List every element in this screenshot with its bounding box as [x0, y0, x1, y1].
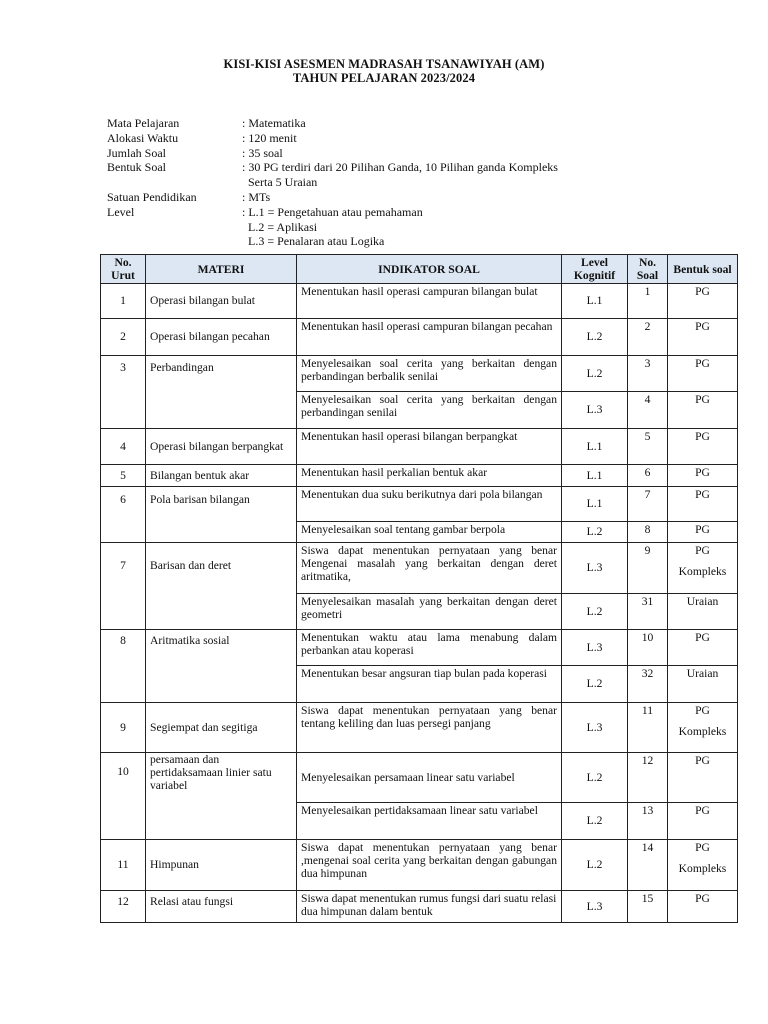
table-row	[101, 356, 738, 392]
indikator-cell: Menyelesaikan soal tentang gambar berpola	[297, 522, 562, 543]
level-cell: L.2	[562, 594, 628, 630]
bentuk-pg: PG	[695, 841, 710, 854]
level-cell: L.1	[562, 487, 628, 522]
metadata-block	[107, 116, 558, 249]
no-cell: 1	[101, 284, 146, 319]
bentuk-value-2: Serta 5 Uraian	[248, 175, 318, 190]
indikator-cell: Menentukan hasil operasi campuran bilangan bulat	[297, 284, 562, 319]
no-cell: 9	[101, 703, 146, 753]
no-cell: 8	[101, 630, 146, 703]
table-header-row	[101, 255, 738, 284]
materi-cell: persamaan dan pertidaksamaan linier satu variabel	[146, 753, 297, 840]
materi-cell: Bilangan bentuk akar	[146, 465, 297, 487]
indikator-cell: Menyelesaikan soal cerita yang berkaitan dengan perbandingan berbalik senilai	[297, 356, 562, 392]
no-soal-cell: 4	[628, 392, 668, 429]
materi-cell: Pola barisan bilangan	[146, 487, 297, 543]
table-row	[101, 543, 738, 594]
level-cell: L.2	[562, 319, 628, 356]
header-bentuk: Bentuk soal	[668, 255, 738, 284]
level-label: Level	[107, 204, 135, 219]
no-soal-cell: 15	[628, 891, 668, 923]
bentuk-kompleks: Kompleks	[678, 725, 727, 739]
bentuk-cell	[668, 840, 738, 891]
jumlah-value: : 35 soal	[242, 145, 283, 160]
bentuk-kompleks: Kompleks	[678, 862, 727, 876]
level-value-1: : L.1 = Pengetahuan atau pemahaman	[242, 204, 423, 219]
indikator-cell: Siswa dapat menentukan rumus fungsi dari suatu relasi dua himpunan dalam bentuk	[297, 891, 562, 923]
satuan-value: : MTs	[242, 189, 271, 204]
bentuk-cell	[668, 703, 738, 753]
no-soal-cell: 9	[628, 543, 668, 594]
materi-cell: Perbandingan	[146, 356, 297, 429]
table-row	[101, 630, 738, 666]
bentuk-cell: PG	[668, 487, 738, 522]
bentuk-cell: PG	[668, 429, 738, 465]
bentuk-cell: PG	[668, 284, 738, 319]
no-soal-cell: 14	[628, 840, 668, 891]
table-row	[101, 703, 738, 753]
bentuk-value: : 30 PG terdiri dari 20 Pilihan Ganda, 10 Pilihan ganda Kompleks	[242, 160, 558, 175]
no-soal-cell: 7	[628, 487, 668, 522]
no-soal-cell: 11	[628, 703, 668, 753]
level-cell: L.3	[562, 543, 628, 594]
no-cell: 4	[101, 429, 146, 465]
no-soal-cell: 5	[628, 429, 668, 465]
header-no-soal: No. Soal	[628, 255, 668, 284]
table-row	[101, 429, 738, 465]
level-cell: L.2	[562, 803, 628, 840]
materi-cell: Segiempat dan segitiga	[146, 703, 297, 753]
table-row	[101, 487, 738, 522]
document-title: KISI-KISI ASESMEN MADRASAH TSANAWIYAH (AM)	[223, 57, 545, 71]
no-cell: 3	[101, 356, 146, 429]
indikator-cell: Siswa dapat menentukan pernyataan yang benar ,mengenai soal cerita yang berkaitan dengan gabungan dua himpunan	[297, 840, 562, 891]
header-level: Level Kognitif	[562, 255, 628, 284]
header-indikator: INDIKATOR SOAL	[297, 255, 562, 284]
no-soal-cell: 2	[628, 319, 668, 356]
bentuk-cell: PG	[668, 803, 738, 840]
bentuk-pg: PG	[695, 544, 710, 557]
bentuk-cell: PG	[668, 319, 738, 356]
table-row	[101, 319, 738, 356]
level-cell: L.2	[562, 522, 628, 543]
mapel-value: : Matematika	[242, 116, 306, 130]
level-cell: L.3	[562, 392, 628, 429]
indikator-cell: Menyelesaikan masalah yang berkaitan dengan deret geometri	[297, 594, 562, 630]
no-soal-cell: 3	[628, 356, 668, 392]
level-cell: L.3	[562, 703, 628, 753]
kisi-kisi-table	[100, 254, 738, 923]
bentuk-label: Bentuk Soal	[107, 160, 166, 175]
no-soal-cell: 1	[628, 284, 668, 319]
no-soal-cell: 6	[628, 465, 668, 487]
table-row	[101, 840, 738, 891]
materi-cell: Aritmatika sosial	[146, 630, 297, 703]
no-cell: 6	[101, 487, 146, 543]
indikator-cell: Menentukan waktu atau lama menabung dalam perbankan atau koperasi	[297, 630, 562, 666]
level-cell: L.3	[562, 891, 628, 923]
indikator-cell: Menyelesaikan soal cerita yang berkaitan dengan perbandingan senilai	[297, 392, 562, 429]
indikator-cell: Menentukan besar angsuran tiap bulan pada koperasi	[297, 666, 562, 703]
level-cell: L.2	[562, 666, 628, 703]
materi-cell: Barisan dan deret	[146, 543, 297, 630]
level-cell: L.2	[562, 356, 628, 392]
bentuk-cell: PG	[668, 891, 738, 923]
header-materi: MATERI	[146, 255, 297, 284]
level-cell: L.1	[562, 465, 628, 487]
bentuk-cell: Uraian	[668, 594, 738, 630]
table-row	[101, 891, 738, 923]
no-cell: 11	[101, 840, 146, 891]
level-cell: L.3	[562, 630, 628, 666]
satuan-label: Satuan Pendidikan	[107, 189, 197, 204]
level-value-2: L.2 = Aplikasi	[248, 219, 318, 234]
indikator-cell: Menentukan hasil operasi campuran bilangan pecahan	[297, 319, 562, 356]
bentuk-kompleks: Kompleks	[678, 565, 727, 579]
bentuk-cell: PG	[668, 522, 738, 543]
materi-cell: Operasi bilangan berpangkat	[146, 429, 297, 465]
indikator-cell: Menentukan dua suku berikutnya dari pola bilangan	[297, 487, 562, 522]
materi-cell: Relasi atau fungsi	[146, 891, 297, 923]
level-cell: L.2	[562, 753, 628, 803]
no-cell: 10	[101, 753, 146, 840]
materi-cell: Operasi bilangan bulat	[146, 284, 297, 319]
jumlah-label: Jumlah Soal	[107, 145, 166, 160]
mapel-label: Mata Pelajaran	[107, 116, 180, 130]
level-cell: L.1	[562, 429, 628, 465]
bentuk-cell: PG	[668, 356, 738, 392]
bentuk-cell: PG	[668, 392, 738, 429]
indikator-cell: Menentukan hasil operasi bilangan berpangkat	[297, 429, 562, 465]
no-soal-cell: 32	[628, 666, 668, 703]
indikator-cell: Menentukan hasil perkalian bentuk akar	[297, 465, 562, 487]
no-soal-cell: 13	[628, 803, 668, 840]
no-cell: 5	[101, 465, 146, 487]
bentuk-cell: PG	[668, 465, 738, 487]
level-value-3: L.3 = Penalaran atau Logika	[248, 234, 385, 249]
materi-cell: Himpunan	[146, 840, 297, 891]
indikator-cell: Siswa dapat menentukan pernyataan yang benar tentang keliling dan luas persegi panjang	[297, 703, 562, 753]
waktu-value: : 120 menit	[242, 130, 297, 145]
bentuk-cell: PG	[668, 753, 738, 803]
no-soal-cell: 8	[628, 522, 668, 543]
table-row	[101, 465, 738, 487]
indikator-cell: Menyelesaikan persamaan linear satu variabel	[297, 753, 562, 803]
materi-cell: Operasi bilangan pecahan	[146, 319, 297, 356]
no-soal-cell: 12	[628, 753, 668, 803]
document-subtitle: TAHUN PELAJARAN 2023/2024	[292, 71, 476, 85]
bentuk-cell	[668, 543, 738, 594]
no-soal-cell: 10	[628, 630, 668, 666]
table-row	[101, 284, 738, 319]
indikator-cell: Siswa dapat menentukan pernyataan yang benar Mengenai masalah yang berkaitan dengan deret aritmatika,	[297, 543, 562, 594]
bentuk-cell: Uraian	[668, 666, 738, 703]
header-no-urut: No. Urut	[101, 255, 146, 284]
no-cell: 7	[101, 543, 146, 630]
bentuk-cell: PG	[668, 630, 738, 666]
level-cell: L.2	[562, 840, 628, 891]
no-soal-cell: 31	[628, 594, 668, 630]
level-cell: L.1	[562, 284, 628, 319]
table-row	[101, 753, 738, 803]
indikator-cell: Menyelesaikan pertidaksamaan linear satu variabel	[297, 803, 562, 840]
bentuk-pg: PG	[695, 704, 710, 717]
waktu-label: Alokasi Waktu	[107, 130, 179, 145]
no-cell: 12	[101, 891, 146, 923]
no-cell: 2	[101, 319, 146, 356]
